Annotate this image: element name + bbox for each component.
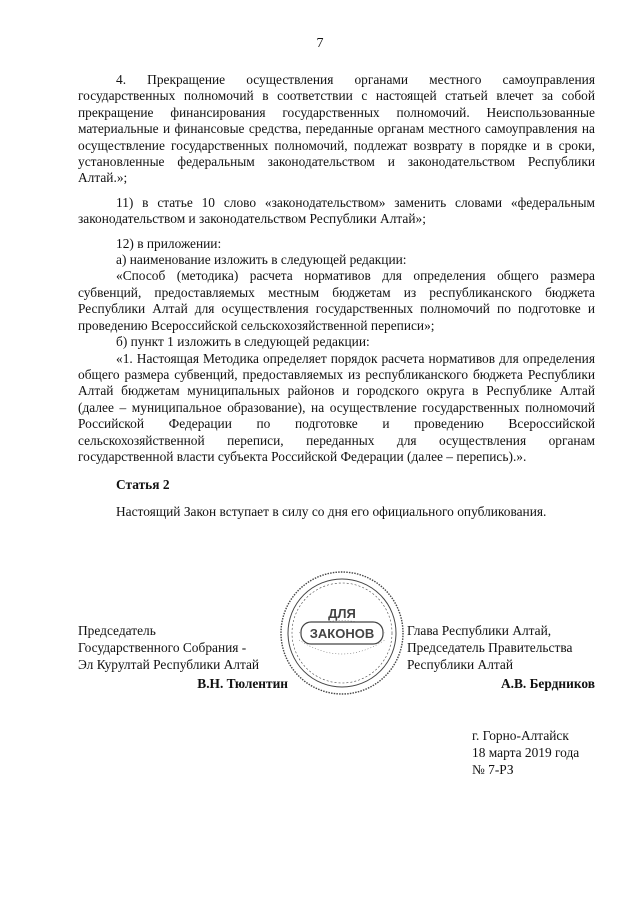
signer-left-title-3: Эл Курултай Республики Алтай (78, 657, 260, 672)
paragraph-12a: а) наименование изложить в следующей редакции: (116, 252, 407, 268)
law-footer (472, 727, 579, 778)
paragraph-method-title: «Способ (методика) расчета нормативов для определения общего размера субвенций, предоставляемых местным бюджетам из республиканского бюджета Республики Алтай для осуществления государственных полномочий по подготовке и проведению Всероссийской сельскохозяйственной переписи»; (78, 268, 595, 333)
paragraph-article-2: Настоящий Закон вступает в силу со дня его официального опубликования. (116, 503, 547, 519)
paragraph-12b: б) пункт 1 изложить в следующей редакции: (116, 334, 370, 350)
footer-date: 18 марта 2019 года (472, 745, 580, 760)
document-body (78, 72, 595, 520)
paragraph-11: 11) в статье 10 слово «законодательством» заменить словами «федеральным законодательством и законодательством Республики Алтай»; (78, 194, 595, 227)
signature-right (407, 622, 595, 692)
signer-left-title-1: Председатель (78, 623, 156, 638)
footer-city: г. Горно-Алтайск (472, 728, 569, 743)
signer-right-title-2: Председатель Правительства (407, 640, 573, 655)
signer-left-title-2: Государственного Собрания - (78, 640, 247, 655)
article-2-heading: Статья 2 (116, 477, 170, 493)
page-number: 7 (316, 36, 324, 51)
stamp-text-top: ДЛЯ (328, 606, 356, 621)
paragraph-method-point-1: «1. Настоящая Методика определяет порядок расчета нормативов для определения общего размера субвенций, предоставляемых из республиканского бюджета Республики Алтай бюджетам муниципальных районов и городского округа в Республике Алтай (далее – муниципальное образование), на осуществление государственных полномочий Российской Федерации по подготовке и проведению Всероссийской сельскохозяйственной переписи, переданных для осуществления органам государственной власти субъекта Российской Федерации (далее – перепись).». (78, 350, 595, 464)
footer-law-number: № 7-РЗ (472, 762, 514, 777)
stamp-text-bottom: ЗАКОНОВ (309, 626, 375, 641)
signer-right-name: А.В. Бердников (500, 676, 595, 691)
paragraph-4: 4. Прекращение осуществления органами местного самоуправления государственных полномочий в соответствии с настоящей статьей влечет за собой прекращение финансирования государственных полномочий. Неиспользованные материальные и финансовые средства, переданные органам местного самоуправления на осуществление государственных полномочий, подлежат возврату в порядке и в сроки, установленные федеральным законодательством и законодательством Республики Алтай.»; (78, 72, 595, 186)
stamp-image (277, 568, 407, 698)
signer-right-title-1: Глава Республики Алтай, (407, 623, 552, 638)
signature-left (78, 622, 288, 692)
signer-left-name: В.Н. Тюлентин (197, 676, 288, 691)
signer-right-title-3: Республики Алтай (407, 657, 514, 672)
paragraph-12: 12) в приложении: (116, 235, 222, 251)
